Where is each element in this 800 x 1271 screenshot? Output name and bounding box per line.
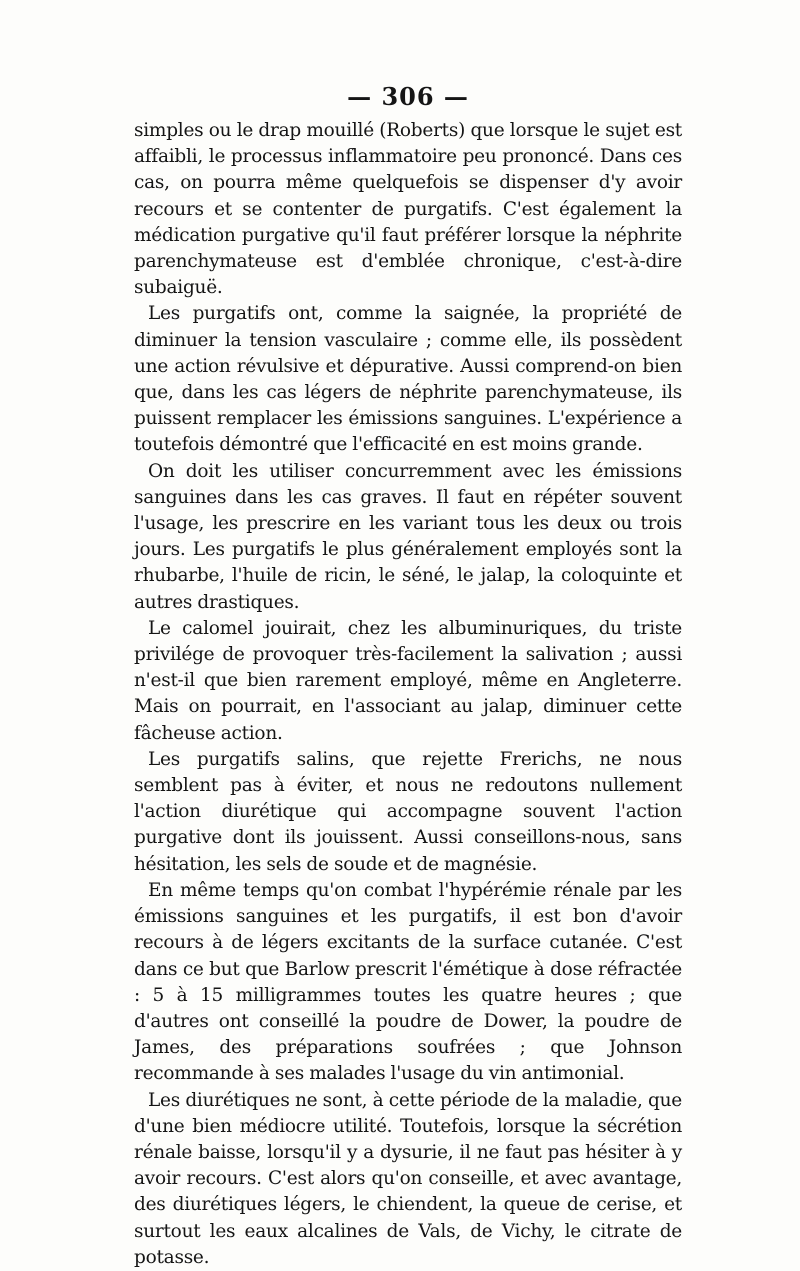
paragraph-utilisation-concurrente: On doit les utiliser concurremment avec les émissions sanguines dans les cas graves. Il faut en répéter souvent l'usage, les prescrire en les variant tous les deux ou trois jours. Les purgatifs le plus généralement employés sont la rhubarbe, l'huile de ricin, le séné, le jalap, la coloquinte et autres drastiques.	[134, 460, 682, 613]
paragraph-diuretiques: Les diurétiques ne sont, à cette période de la maladie, que d'une bien médiocre utilité. Toutefois, lorsque la sécrétion rénale baisse, lorsqu'il y a dysurie, il ne faut pas hésiter à y avoir recours. C'est alors qu'on conseille, et avec avantage, des diurétiques légers, le chiendent, la queue de cerise, et surtout les eaux alcalines de Vals, de Vichy, le citrate de potasse.	[134, 1089, 682, 1268]
paragraph-calomel: Le calomel jouirait, chez les albuminuriques, du triste privilége de provoquer très-facilement la salivation ; aussi n'est-il que bien rarement employé, même en Angleterre. Mais on pourrait, en l'associant au jalap, diminuer cette fâcheuse action.	[134, 617, 682, 744]
paragraph-continuation: simples ou le drap mouillé (Roberts) que lorsque le sujet est affaibli, le processus inflammatoire peu prononcé. Dans ces cas, on pourra même quelquefois se dispenser d'y avoir recours et se contenter de purgatifs. C'est également la médication purgative qu'il faut préférer lorsque la néphrite parenchymateuse est d'emblée chronique, c'est-à-dire subaiguë.	[134, 120, 682, 299]
page-body-text	[134, 118, 682, 1271]
paragraph-purgatifs-salins: Les purgatifs salins, que rejette Frerichs, ne nous semblent pas à éviter, et nous ne redoutons nullement l'action diurétique qui accompagne souvent l'action purgative dont ils jouissent. Aussi conseillons-nous, sans hésitation, les sels de soude et de magnésie.	[134, 748, 682, 875]
book-page	[134, 82, 682, 1271]
page-number: — 306 —	[347, 82, 469, 111]
paragraph-excitants-cutanes: En même temps qu'on combat l'hypérémie rénale par les émissions sanguines et les purgatifs, il est bon d'avoir recours à de légers excitants de la surface cutanée. C'est dans ce but que Barlow prescrit l'émétique à dose réfractée : 5 à 15 milligrammes toutes les quatre heures ; que d'autres ont conseillé la poudre de Dower, la poudre de James, des préparations soufrées ; que Johnson recommande à ses malades l'usage du vin antimonial.	[134, 879, 682, 1085]
paragraph-purgatifs-saignee: Les purgatifs ont, comme la saignée, la propriété de diminuer la tension vasculaire ; comme elle, ils possèdent une action révulsive et dépurative. Aussi comprend-on bien que, dans les cas légers de néphrite parenchymateuse, ils puissent remplacer les émissions sanguines. L'expérience a toutefois démontré que l'efficacité en est moins grande.	[134, 303, 682, 456]
